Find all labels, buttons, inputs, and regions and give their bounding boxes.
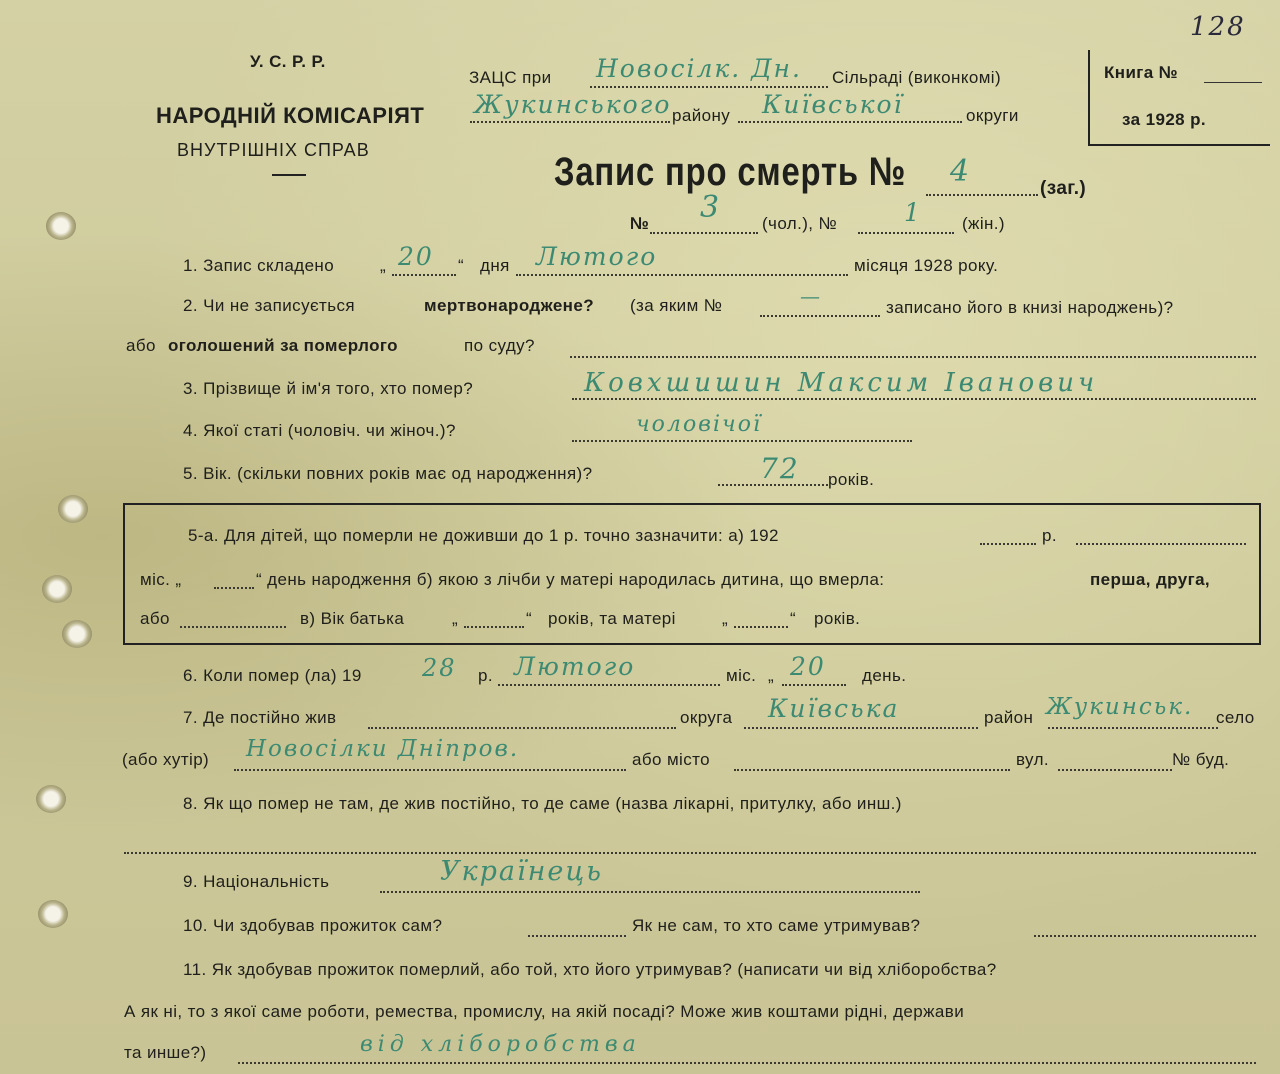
field-7b-city-line (734, 769, 1010, 771)
field-5a-extra-line (1076, 543, 1246, 545)
field-6-day-line (782, 684, 846, 686)
field-7-rayon-line (1048, 727, 1218, 729)
field-1-month-value: Лютого (536, 242, 658, 271)
field-10-label: 10. Чи здобував прожиток сам? (183, 916, 443, 935)
field-8-label: 8. Як що помер не там, де жив постійно, то де саме (назва лікарні, притулку, або инш.) (183, 794, 902, 813)
field-3-value: Ковхшишин Максим Іванович (584, 368, 1099, 398)
field-7-rayon-label: район (984, 708, 1034, 727)
field-11-line1: 11. Як здобував прожиток померлий, або той, хто його утримував? (написати чи від хліборобства? (183, 960, 997, 979)
record-title: Запис про смерть № (554, 150, 907, 194)
republic-abbr: У. С. Р. Р. (250, 52, 326, 71)
field-11-value: від хліборобства (360, 1032, 641, 1057)
female-number-value: 1 (904, 198, 922, 227)
field-6-day-label: день. (862, 666, 907, 685)
field-5a-line3-a: або (140, 609, 170, 628)
field-7b-village-line (234, 769, 626, 771)
field-3-line (572, 398, 1256, 400)
field-7b-city-label: або місто (632, 750, 710, 769)
male-number-line (650, 232, 758, 234)
field-6-month-value: Лютого (514, 652, 636, 681)
field-5a-line3-c: років, та матері (548, 609, 676, 628)
zags-village-value: Новосілк. Дн. (596, 54, 802, 83)
field-5a-line3-b: в) Вік батька (300, 609, 405, 628)
field-5a-father-line (464, 626, 524, 628)
field-2b-or: або (126, 336, 156, 355)
field-2b-court: по суду? (464, 336, 535, 355)
field-10-label-b: Як не сам, то хто саме утримував? (632, 916, 921, 935)
field-5-value: 72 (760, 452, 800, 485)
okrug-line (738, 121, 962, 123)
field-5a-year-line (980, 543, 1036, 545)
female-number-line (858, 232, 954, 234)
field-6-month-line (498, 684, 720, 686)
field-5a-mother-line (734, 626, 788, 628)
field-1-month-line (516, 274, 848, 276)
record-number-value: 4 (950, 154, 972, 189)
quote-open: „ (452, 609, 459, 628)
field-7b-street-label: вул. (1016, 750, 1050, 769)
female-number-label: (жін.) (962, 214, 1005, 233)
zags-village-line (590, 86, 828, 88)
book-number-line (1204, 82, 1262, 83)
department-title: ВНУТРІШНІХ СПРАВ (177, 140, 370, 160)
field-5a-line3-d: років. (814, 609, 861, 628)
field-2-number-value: — (800, 284, 822, 308)
male-number-label: (чол.), № (762, 214, 838, 233)
punch-hole (38, 900, 68, 928)
quote-open: „ (380, 256, 387, 275)
field-7b-house-label: № буд. (1172, 750, 1230, 769)
page-number: 128 (1190, 12, 1246, 42)
field-5a-day-line (214, 587, 254, 589)
field-5a-line1: 5-а. Для дітей, що померли не доживши до 1 р. точно зазначити: а) 192 (188, 526, 779, 545)
field-9-value: Українець (440, 856, 603, 887)
field-1-day-line (392, 274, 456, 276)
record-number-line (926, 194, 1038, 196)
field-2-tail: записано його в книзі народжень)? (886, 298, 1174, 317)
field-9-label: 9. Національність (183, 872, 330, 891)
field-5a-line2-a: міс. „ (140, 570, 182, 589)
district-line (470, 121, 670, 123)
field-8-line (124, 852, 1256, 854)
quote-open: „ (722, 609, 729, 628)
field-7-rayon-value: Жукинськ. (1046, 694, 1194, 720)
field-4-line (572, 440, 912, 442)
field-7-label: 7. Де постійно жив (183, 708, 337, 727)
field-5-tail: років. (828, 470, 875, 489)
field-11-line2: А як ні, то з якої саме роботи, ремества, промислу, на якій посаді? Може жив коштами рідні, держави (124, 1002, 965, 1021)
field-6-year-label: р. (478, 666, 493, 685)
subnumber-label: № (630, 214, 650, 233)
field-5a-line2-b: “ день народження б) якою з лічби у матері народилась дитина, що вмерла: (256, 570, 885, 589)
field-2-label: 2. Чи не записується (183, 296, 355, 315)
field-2-stillborn: мертвонароджене? (424, 296, 594, 315)
field-7-okrug-line (744, 727, 978, 729)
field-7b-street-line (1058, 769, 1172, 771)
field-1-day-value: 20 (398, 242, 434, 271)
field-6-month-label: міс. (726, 666, 757, 685)
field-10-self-line (528, 935, 626, 937)
field-5a-line1-tail: р. (1042, 526, 1057, 545)
field-5a-or-line (180, 626, 286, 628)
male-number-value: 3 (700, 190, 722, 225)
district-value: Жукинського (474, 90, 672, 119)
field-11-line3: та инше?) (124, 1043, 207, 1062)
field-5-label: 5. Вік. (скільки повних років має од народження)? (183, 464, 593, 483)
commissariat-title: НАРОДНІЙ КОМІСАРІЯТ (156, 103, 425, 128)
field-11-value-line (238, 1062, 1256, 1064)
zags-suffix: Сільраді (виконкомі) (832, 68, 1002, 87)
field-1-tail: місяця 1928 року. (854, 256, 999, 275)
field-7-place-line (368, 727, 676, 729)
field-1-label: 1. Запис складено (183, 256, 335, 275)
okrug-label: округи (966, 106, 1019, 125)
field-7-okrug-value: Київська (768, 694, 900, 723)
field-2b-line (570, 356, 1256, 358)
field-7-selo-label: село (1216, 708, 1255, 727)
field-4-value: чоловічої (636, 412, 762, 437)
quote-close: “ (458, 256, 465, 275)
punch-hole (36, 785, 66, 813)
district-label: району (672, 106, 731, 125)
quote-close: “ (790, 609, 797, 628)
book-label: Книга № (1104, 63, 1179, 82)
field-2b-declared: оголошений за померлого (168, 336, 398, 355)
quote-open: „ (768, 666, 775, 685)
book-year: за 1928 р. (1122, 110, 1207, 129)
record-title-suffix: (заг.) (1040, 178, 1087, 199)
punch-hole (58, 495, 88, 523)
field-1-day-label: дня (480, 256, 510, 275)
quote-close: “ (526, 609, 533, 628)
field-6-year-value: 28 (422, 654, 457, 682)
punch-hole (46, 212, 76, 240)
field-10-who-line (1034, 935, 1256, 937)
field-9-line (380, 891, 920, 893)
divider (272, 174, 306, 176)
field-7-okrug-label: округа (680, 708, 733, 727)
okrug-value: Київської (762, 90, 904, 119)
field-7b-village-value: Новосілки Дніпров. (246, 736, 520, 762)
field-2-which: (за яким № (630, 296, 723, 315)
punch-hole (42, 575, 72, 603)
field-6-label: 6. Коли помер (ла) 19 (183, 666, 362, 685)
field-2-number-line (760, 315, 880, 317)
field-3-label: 3. Прізвище й ім'я того, хто помер? (183, 379, 474, 398)
field-4-label: 4. Якої статі (чоловіч. чи жіноч.)? (183, 421, 456, 440)
zags-prefix: ЗАЦС при (469, 68, 552, 87)
field-5a-line2-c: перша, друга, (1090, 570, 1211, 589)
punch-hole (62, 620, 92, 648)
field-7b-label: (або хутір) (122, 750, 210, 769)
field-6-day-value: 20 (790, 652, 826, 681)
